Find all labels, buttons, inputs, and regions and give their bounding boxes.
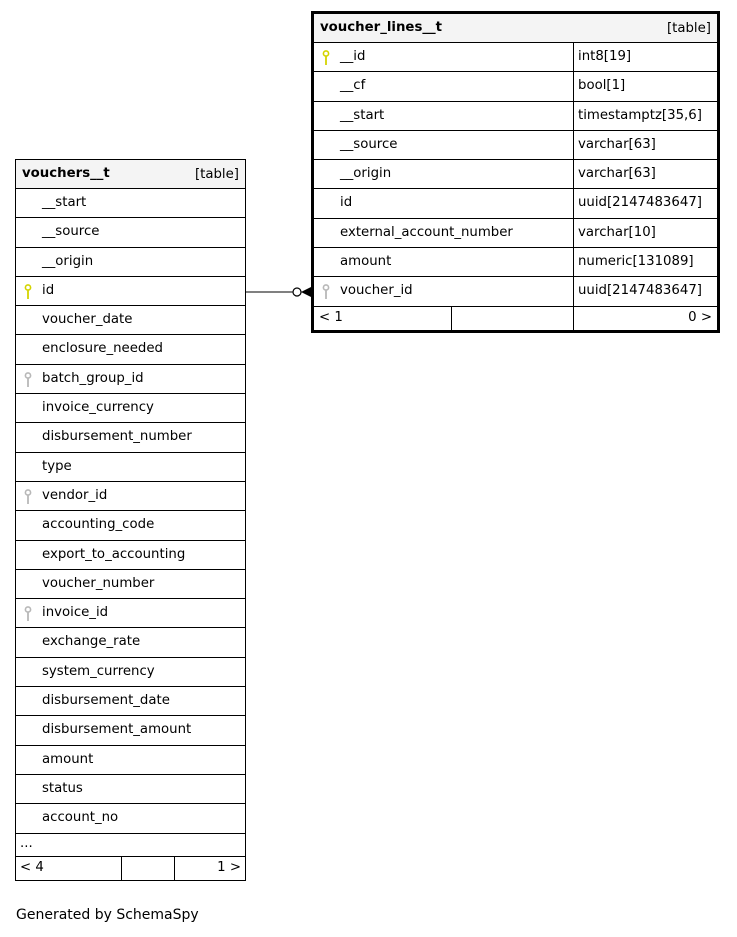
column-type: uuid[2147483647] — [578, 195, 702, 211]
table-footer — [314, 307, 717, 330]
column-name: id — [340, 195, 353, 211]
column-row[interactable] — [16, 306, 245, 335]
foreign-key-icon — [322, 284, 330, 300]
table-kind: [table] — [194, 167, 239, 182]
column-name: amount — [340, 254, 392, 270]
column-row[interactable] — [314, 219, 717, 248]
column-row[interactable] — [314, 160, 717, 189]
children-count[interactable]: 1 > — [217, 859, 241, 875]
column-row[interactable] — [314, 189, 717, 218]
column-name: disbursement_date — [42, 693, 170, 709]
parents-count[interactable]: < 1 — [319, 309, 343, 325]
column-name: __cf — [340, 78, 366, 94]
column-type: uuid[2147483647] — [578, 283, 702, 299]
primary-key-icon — [24, 284, 32, 300]
column-row[interactable] — [314, 43, 717, 72]
table-header[interactable] — [314, 14, 717, 43]
column-row[interactable] — [314, 277, 717, 306]
column-name: __start — [340, 107, 385, 123]
column-name: export_to_accounting — [42, 546, 186, 562]
column-row[interactable] — [16, 218, 245, 247]
column-name: disbursement_number — [42, 429, 192, 445]
column-type: int8[19] — [578, 49, 632, 64]
column-row[interactable] — [16, 335, 245, 364]
foreign-key-icon — [24, 606, 32, 622]
column-row[interactable] — [16, 658, 245, 687]
column-name: __id — [340, 49, 366, 64]
column-name: type — [42, 458, 72, 474]
column-name: enclosure_needed — [42, 341, 163, 357]
column-name: system_currency — [42, 663, 155, 679]
column-name: invoice_id — [42, 605, 109, 621]
column-name: __origin — [42, 253, 94, 269]
primary-key-icon — [322, 50, 330, 66]
column-name: id — [42, 282, 55, 298]
column-name: invoice_currency — [42, 400, 154, 416]
column-name: __start — [42, 195, 87, 210]
zero-optional-marker — [293, 288, 301, 296]
column-name: voucher_date — [42, 312, 133, 328]
column-row[interactable] — [16, 365, 245, 394]
column-name: __origin — [340, 166, 392, 182]
column-name: accounting_code — [42, 517, 155, 533]
column-row[interactable] — [16, 716, 245, 745]
column-type: varchar[63] — [578, 166, 656, 182]
column-type: bool[1] — [578, 78, 626, 94]
column-row[interactable] — [314, 72, 717, 101]
column-name: account_no — [42, 810, 119, 826]
column-name: disbursement_amount — [42, 722, 192, 738]
table-header[interactable] — [16, 160, 245, 189]
table-kind: [table] — [666, 21, 711, 36]
column-row[interactable] — [16, 511, 245, 540]
column-name: __source — [340, 136, 398, 152]
column-row[interactable] — [16, 482, 245, 511]
table-name: vouchers__t — [22, 166, 110, 181]
column-row[interactable] — [16, 775, 245, 804]
column-row[interactable] — [16, 189, 245, 218]
column-type: numeric[131089] — [578, 254, 694, 270]
column-row[interactable] — [16, 570, 245, 599]
column-row[interactable] — [16, 628, 245, 657]
generated-by-label: Generated by SchemaSpy — [16, 907, 199, 923]
column-name: voucher_id — [340, 283, 413, 299]
table-vouchers[interactable] — [15, 159, 246, 881]
column-row[interactable] — [314, 102, 717, 131]
column-name: __source — [42, 224, 100, 240]
column-name: voucher_number — [42, 575, 155, 591]
column-row[interactable] — [16, 804, 245, 833]
column-name: vendor_id — [42, 487, 108, 503]
column-row[interactable] — [16, 687, 245, 716]
column-name: external_account_number — [340, 224, 513, 240]
column-name: exchange_rate — [42, 634, 141, 650]
children-count[interactable]: 0 > — [688, 309, 712, 325]
column-row[interactable] — [314, 248, 717, 277]
column-row[interactable] — [16, 423, 245, 452]
foreign-key-icon — [24, 489, 32, 505]
column-row[interactable] — [314, 131, 717, 160]
column-row[interactable] — [16, 453, 245, 482]
column-row[interactable] — [16, 746, 245, 775]
column-row[interactable] — [16, 277, 245, 306]
column-name: batch_group_id — [42, 370, 144, 386]
column-name: status — [42, 780, 83, 796]
more-columns-indicator: ... — [16, 834, 245, 857]
table-footer — [16, 857, 245, 880]
column-type: varchar[10] — [578, 224, 656, 240]
foreign-key-icon — [24, 372, 32, 388]
column-type: timestamptz[35,6] — [578, 107, 702, 123]
table-name: voucher_lines__t — [320, 20, 443, 35]
column-row[interactable] — [16, 394, 245, 423]
column-type: varchar[63] — [578, 136, 656, 152]
column-name: amount — [42, 751, 94, 767]
column-row[interactable] — [16, 541, 245, 570]
column-row[interactable] — [16, 599, 245, 628]
table-voucher-lines[interactable] — [311, 11, 720, 333]
parents-count[interactable]: < 4 — [20, 859, 44, 875]
column-row[interactable] — [16, 248, 245, 277]
